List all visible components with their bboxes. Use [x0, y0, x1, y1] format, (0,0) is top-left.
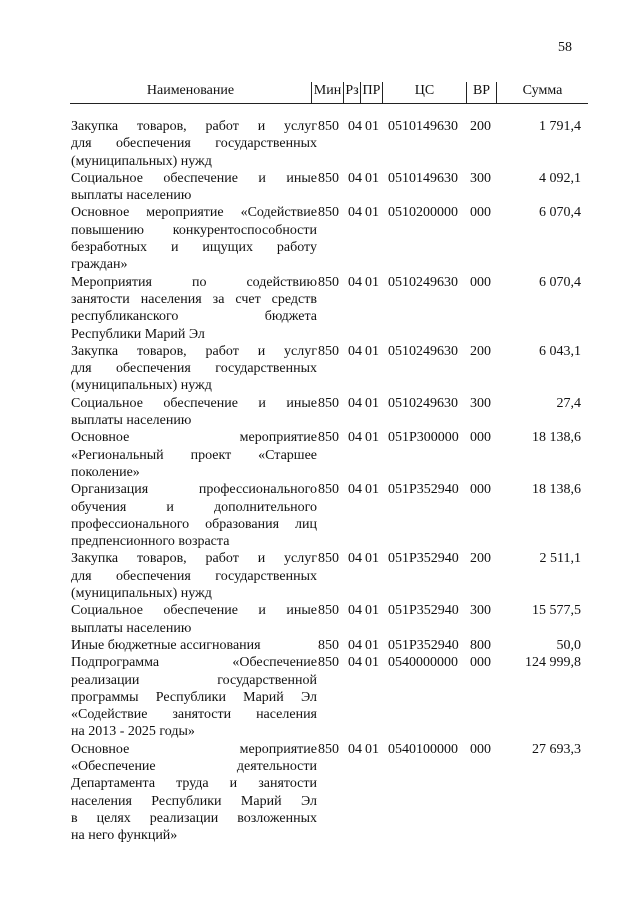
- row-name-line: Закупка товаров, работ и услуг: [71, 551, 317, 567]
- row-rz: 04: [348, 274, 362, 290]
- table-row: [0, 395, 639, 430]
- table-row: [0, 481, 639, 550]
- row-min: 850: [318, 170, 339, 186]
- row-rz: 04: [348, 119, 362, 134]
- row-vr: 000: [470, 482, 491, 498]
- row-min: 850: [318, 119, 339, 134]
- row-pr: 01: [365, 655, 379, 671]
- row-name-line: для обеспечения государственных: [71, 568, 317, 584]
- row-name: [71, 654, 317, 740]
- row-pr: 01: [365, 170, 379, 186]
- row-min: 850: [318, 655, 339, 671]
- row-name: [71, 481, 317, 550]
- row-name-line: поколение»: [71, 464, 140, 480]
- row-pr: 01: [365, 395, 379, 411]
- row-cs: 0510249630: [388, 274, 458, 290]
- row-vr: 300: [470, 395, 491, 411]
- row-name-line: «Региональный проект «Старшее: [71, 447, 317, 463]
- row-name-line: Республики Марий Эл: [71, 326, 205, 342]
- table-header: [70, 82, 588, 104]
- row-rz: 04: [348, 205, 362, 221]
- row-sum: 4 092,1: [539, 170, 581, 186]
- row-rz: 04: [348, 482, 362, 498]
- table-row: [0, 637, 639, 654]
- row-cs: 0510200000: [388, 205, 458, 221]
- row-name: [71, 550, 317, 602]
- row-sum: 18 138,6: [532, 482, 581, 498]
- table-row: [0, 602, 639, 637]
- table-row: [0, 170, 639, 205]
- row-name-line: предпенсионного возраста: [71, 534, 230, 550]
- row-name-line: (муниципальных) нужд: [71, 586, 212, 602]
- row-cs: 0510249630: [388, 395, 458, 411]
- row-name-line: реализации государственной: [71, 672, 317, 688]
- row-name: [71, 637, 317, 654]
- row-cs: 051P352940: [388, 603, 459, 619]
- table-row: [0, 550, 639, 602]
- table-row: [0, 343, 639, 395]
- row-pr: 01: [365, 205, 379, 221]
- row-name-line: для обеспечения государственных: [71, 136, 317, 152]
- row-name-line: Подпрограмма «Обеспечение: [71, 655, 317, 671]
- row-name: [71, 602, 317, 637]
- row-name-line: Закупка товаров, работ и услуг: [71, 119, 317, 134]
- row-name: [71, 343, 317, 395]
- row-name: [71, 741, 317, 845]
- row-rz: 04: [348, 170, 362, 186]
- row-cs: 051P300000: [388, 430, 459, 446]
- row-name-line: (муниципальных) нужд: [71, 378, 212, 394]
- row-sum: 27 693,3: [532, 741, 581, 757]
- row-rz: 04: [348, 741, 362, 757]
- row-name: [71, 118, 317, 170]
- row-name-line: Основное мероприятие: [71, 430, 317, 446]
- row-rz: 04: [348, 551, 362, 567]
- table-row: [0, 204, 639, 273]
- row-name-line: обучения и дополнительного: [71, 499, 317, 515]
- row-name-line: граждан»: [71, 257, 128, 273]
- row-name-line: в целях реализации возложенных: [71, 810, 317, 826]
- row-sum: 15 577,5: [532, 603, 581, 619]
- row-name-line: Департамента труда и занятости: [71, 776, 317, 792]
- header-name: Наименование: [146, 83, 235, 98]
- row-vr: 800: [470, 637, 491, 653]
- row-vr: 000: [470, 430, 491, 446]
- row-pr: 01: [365, 430, 379, 446]
- row-name-line: Основное мероприятие «Содействие: [71, 205, 317, 221]
- row-name-line: республиканского бюджета: [71, 309, 317, 325]
- row-pr: 01: [365, 603, 379, 619]
- row-sum: 50,0: [556, 637, 581, 653]
- row-sum: 6 070,4: [539, 205, 581, 221]
- row-min: 850: [318, 637, 339, 653]
- row-rz: 04: [348, 430, 362, 446]
- row-cs: 051P352940: [388, 637, 459, 653]
- row-vr: 200: [470, 343, 491, 359]
- row-min: 850: [318, 603, 339, 619]
- row-name-line: выплаты населению: [71, 188, 192, 204]
- table-row: [0, 274, 639, 343]
- row-name-line: «Обеспечение деятельности: [71, 758, 317, 774]
- row-min: 850: [318, 343, 339, 359]
- row-vr: 300: [470, 170, 491, 186]
- row-name-line: на 2013 - 2025 годы»: [71, 724, 195, 740]
- row-name-line: «Содействие занятости населения: [71, 707, 317, 723]
- row-sum: 18 138,6: [532, 430, 581, 446]
- row-sum: 2 511,1: [539, 551, 581, 567]
- row-vr: 200: [470, 551, 491, 567]
- row-min: 850: [318, 551, 339, 567]
- row-name-line: для обеспечения государственных: [71, 361, 317, 377]
- row-pr: 01: [365, 551, 379, 567]
- table-row: [0, 429, 639, 481]
- row-name-line: выплаты населению: [71, 620, 192, 636]
- row-cs: 0510149630: [388, 119, 458, 134]
- row-sum: 124 999,8: [525, 655, 581, 671]
- row-rz: 04: [348, 395, 362, 411]
- row-vr: 000: [470, 274, 491, 290]
- row-cs: 0510149630: [388, 170, 458, 186]
- row-name-line: Основное мероприятие: [71, 741, 317, 757]
- row-name: [71, 395, 317, 430]
- row-min: 850: [318, 395, 339, 411]
- header-pr: ПР: [362, 83, 381, 98]
- row-sum: 1 791,4: [539, 119, 581, 134]
- row-name-line: безработных и ищущих работу: [71, 240, 317, 256]
- row-name-line: Иные бюджетные ассигнования: [71, 637, 261, 653]
- row-name: [71, 204, 317, 273]
- row-vr: 000: [470, 741, 491, 757]
- header-sum: Сумма: [522, 83, 563, 98]
- table-body: [0, 118, 639, 844]
- row-sum: 6 043,1: [539, 343, 581, 359]
- row-rz: 04: [348, 603, 362, 619]
- table-row: [0, 118, 639, 170]
- row-min: 850: [318, 430, 339, 446]
- row-name-line: населения Республики Марий Эл: [71, 793, 317, 809]
- row-pr: 01: [365, 637, 379, 653]
- row-name: [71, 274, 317, 343]
- header-rz: Рз: [345, 83, 359, 98]
- table-row: [0, 741, 639, 845]
- header-cs: ЦС: [414, 83, 435, 98]
- row-sum: 6 070,4: [539, 274, 581, 290]
- table-row: [0, 654, 639, 740]
- row-rz: 04: [348, 637, 362, 653]
- row-name-line: Организация профессионального: [71, 482, 317, 498]
- row-name-line: повышению конкурентоспособности: [71, 222, 317, 238]
- row-sum: 27,4: [556, 395, 581, 411]
- row-vr: 300: [470, 603, 491, 619]
- row-rz: 04: [348, 343, 362, 359]
- row-pr: 01: [365, 482, 379, 498]
- row-name-line: программы Республики Марий Эл: [71, 689, 317, 705]
- row-min: 850: [318, 741, 339, 757]
- row-name-line: Социальное обеспечение и иные: [71, 170, 317, 186]
- row-rz: 04: [348, 655, 362, 671]
- row-name-line: (муниципальных) нужд: [71, 153, 212, 169]
- row-name: [71, 429, 317, 481]
- header-vr: ВР: [472, 83, 491, 98]
- row-name-line: занятости населения за счет средств: [71, 291, 317, 307]
- row-vr: 000: [470, 655, 491, 671]
- row-pr: 01: [365, 741, 379, 757]
- row-name-line: профессионального образования лиц: [71, 516, 317, 532]
- row-min: 850: [318, 274, 339, 290]
- page-number: 58: [558, 40, 572, 55]
- row-name-line: Закупка товаров, работ и услуг: [71, 343, 317, 359]
- row-min: 850: [318, 482, 339, 498]
- row-cs: 0540000000: [388, 655, 458, 671]
- row-vr: 000: [470, 205, 491, 221]
- row-cs: 051P352940: [388, 551, 459, 567]
- row-pr: 01: [365, 119, 379, 134]
- row-vr: 200: [470, 119, 491, 134]
- row-cs: 0510249630: [388, 343, 458, 359]
- row-name-line: Социальное обеспечение и иные: [71, 395, 317, 411]
- row-name-line: выплаты населению: [71, 413, 192, 429]
- row-name-line: Социальное обеспечение и иные: [71, 603, 317, 619]
- row-name-line: на него функций»: [71, 828, 178, 844]
- row-min: 850: [318, 205, 339, 221]
- row-pr: 01: [365, 343, 379, 359]
- row-name-line: Мероприятия по содействию: [71, 274, 317, 290]
- row-name: [71, 170, 317, 205]
- row-cs: 0540100000: [388, 741, 458, 757]
- row-cs: 051P352940: [388, 482, 459, 498]
- row-pr: 01: [365, 274, 379, 290]
- header-min: Мин: [313, 83, 342, 98]
